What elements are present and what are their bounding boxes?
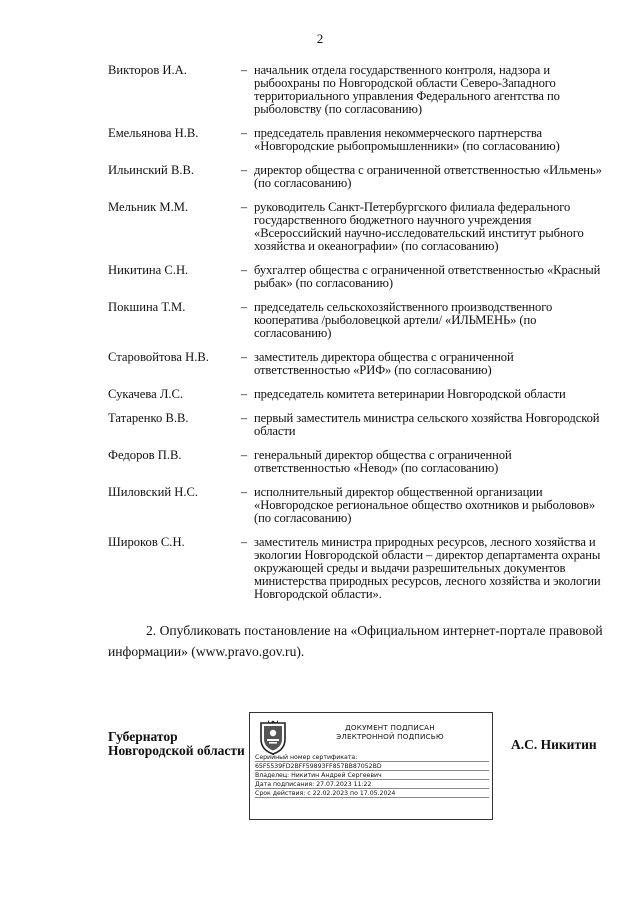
member-name: Старовойтова Н.В.: [108, 350, 209, 364]
member-dash: –: [240, 448, 248, 462]
signer-title-line1: Губернатор: [108, 729, 178, 744]
stamp-signed-date: Дата подписания: 27.07.2023 11:22: [255, 780, 489, 789]
member-dash: –: [240, 350, 248, 364]
stamp-owner: Владелец: Никитин Андрей Сергеевич: [255, 771, 489, 780]
member-row: [108, 301, 608, 340]
member-row: [108, 64, 608, 116]
member-name: Мельник М.М.: [108, 200, 189, 214]
stamp-validity: Срок действия: с 22.02.2023 по 17.05.2024: [255, 789, 489, 798]
member-name: Федоров П.В.: [108, 448, 182, 462]
member-row: [108, 388, 608, 401]
member-row: [108, 486, 608, 525]
member-role: первый заместитель министра сельского хозяйства Новгородской области: [254, 411, 600, 438]
member-name: Покшина Т.М.: [108, 300, 186, 314]
member-role: председатель комитета ветеринарии Новгородской области: [254, 387, 566, 401]
member-name: Татаренко В.В.: [108, 411, 189, 425]
page-number: 2: [316, 31, 324, 46]
member-row: [108, 127, 608, 153]
stamp-cert-label: Серийный номер сертификата:: [255, 753, 489, 762]
member-dash: –: [240, 163, 248, 177]
member-name: Емельянова Н.В.: [108, 126, 199, 140]
member-role: директор общества с ограниченной ответственностью «Ильмень» (по согласованию): [254, 163, 602, 190]
member-role: генеральный директор общества с ограниченной ответственностью «Невод» (по согласованию): [254, 448, 512, 475]
signer-title: [108, 730, 245, 758]
member-role: исполнительный директор общественной организации «Новгородское региональное общество охотников и рыболовов» (по согласованию): [254, 485, 596, 525]
stamp-cert-number: 65F5539FD2BFF59893FF857BB87052BD: [255, 762, 489, 771]
member-dash: –: [240, 535, 248, 549]
coat-of-arms-icon: [258, 719, 288, 755]
electronic-signature-stamp: [249, 712, 493, 820]
stamp-header: [292, 723, 488, 741]
member-name: Никитина С.Н.: [108, 263, 189, 277]
member-dash: –: [240, 387, 248, 401]
stamp-header-line2: ЭЛЕКТРОННОЙ ПОДПИСЬЮ: [336, 732, 444, 741]
member-row: [108, 264, 608, 290]
member-dash: –: [240, 411, 248, 425]
stamp-header-line1: ДОКУМЕНТ ПОДПИСАН: [345, 723, 435, 732]
member-role: начальник отдела государственного контроля, надзора и рыбоохраны по Новгородской области Северо-Западного территориального управления Федерального агентства по рыболовству (по согласованию): [254, 63, 560, 116]
member-role: заместитель министра природных ресурсов, лесного хозяйства и экологии Новгородской области – директор департамента охраны окружающей среды и выдачи разрешительных документов министерства природных ресурсов, лесного хозяйства и экологии Новгородской области».: [254, 535, 601, 601]
member-role: руководитель Санкт-Петербургского филиала федерального государственного бюджетного научного учреждения «Всероссийский научно-исследовательский институт рыбного хозяйства и океанографии» (по согласованию): [254, 200, 584, 253]
member-role: председатель правления некоммерческого партнерства «Новгородские рыбопромышленники» (по согласованию): [254, 126, 560, 153]
member-role: заместитель директора общества с ограниченной ответственностью «РИФ» (по согласованию): [254, 350, 514, 377]
member-dash: –: [240, 263, 248, 277]
signer-name: А.С. Никитин: [511, 737, 597, 752]
members-list: [108, 64, 608, 612]
stamp-details: [255, 753, 489, 798]
member-name: Сукачева Л.С.: [108, 387, 184, 401]
member-dash: –: [240, 485, 248, 499]
member-name: Викторов И.А.: [108, 63, 187, 77]
member-row: [108, 412, 608, 438]
publish-paragraph: 2. Опубликовать постановление на «Официальном интернет-портале правовой информации» (www.pravo.gov.ru).: [108, 623, 603, 659]
member-role: бухгалтер общества с ограниченной ответственностью «Красный рыбак» (по согласованию): [254, 263, 601, 290]
member-name: Шиловский Н.С.: [108, 485, 199, 499]
member-dash: –: [240, 200, 248, 214]
member-dash: –: [240, 126, 248, 140]
member-row: [108, 536, 608, 601]
member-dash: –: [240, 300, 248, 314]
member-name: Широков С.Н.: [108, 535, 185, 549]
member-row: [108, 164, 608, 190]
member-row: [108, 351, 608, 377]
member-role: председатель сельскохозяйственного производственного кооператива /рыболовецкой артели/ «ИЛЬМЕНЬ» (по согласованию): [254, 300, 553, 340]
member-row: [108, 201, 608, 253]
member-name: Ильинский В.В.: [108, 163, 195, 177]
signer-title-line2: Новгородской области: [108, 743, 245, 758]
member-row: [108, 449, 608, 475]
member-dash: –: [240, 63, 248, 77]
